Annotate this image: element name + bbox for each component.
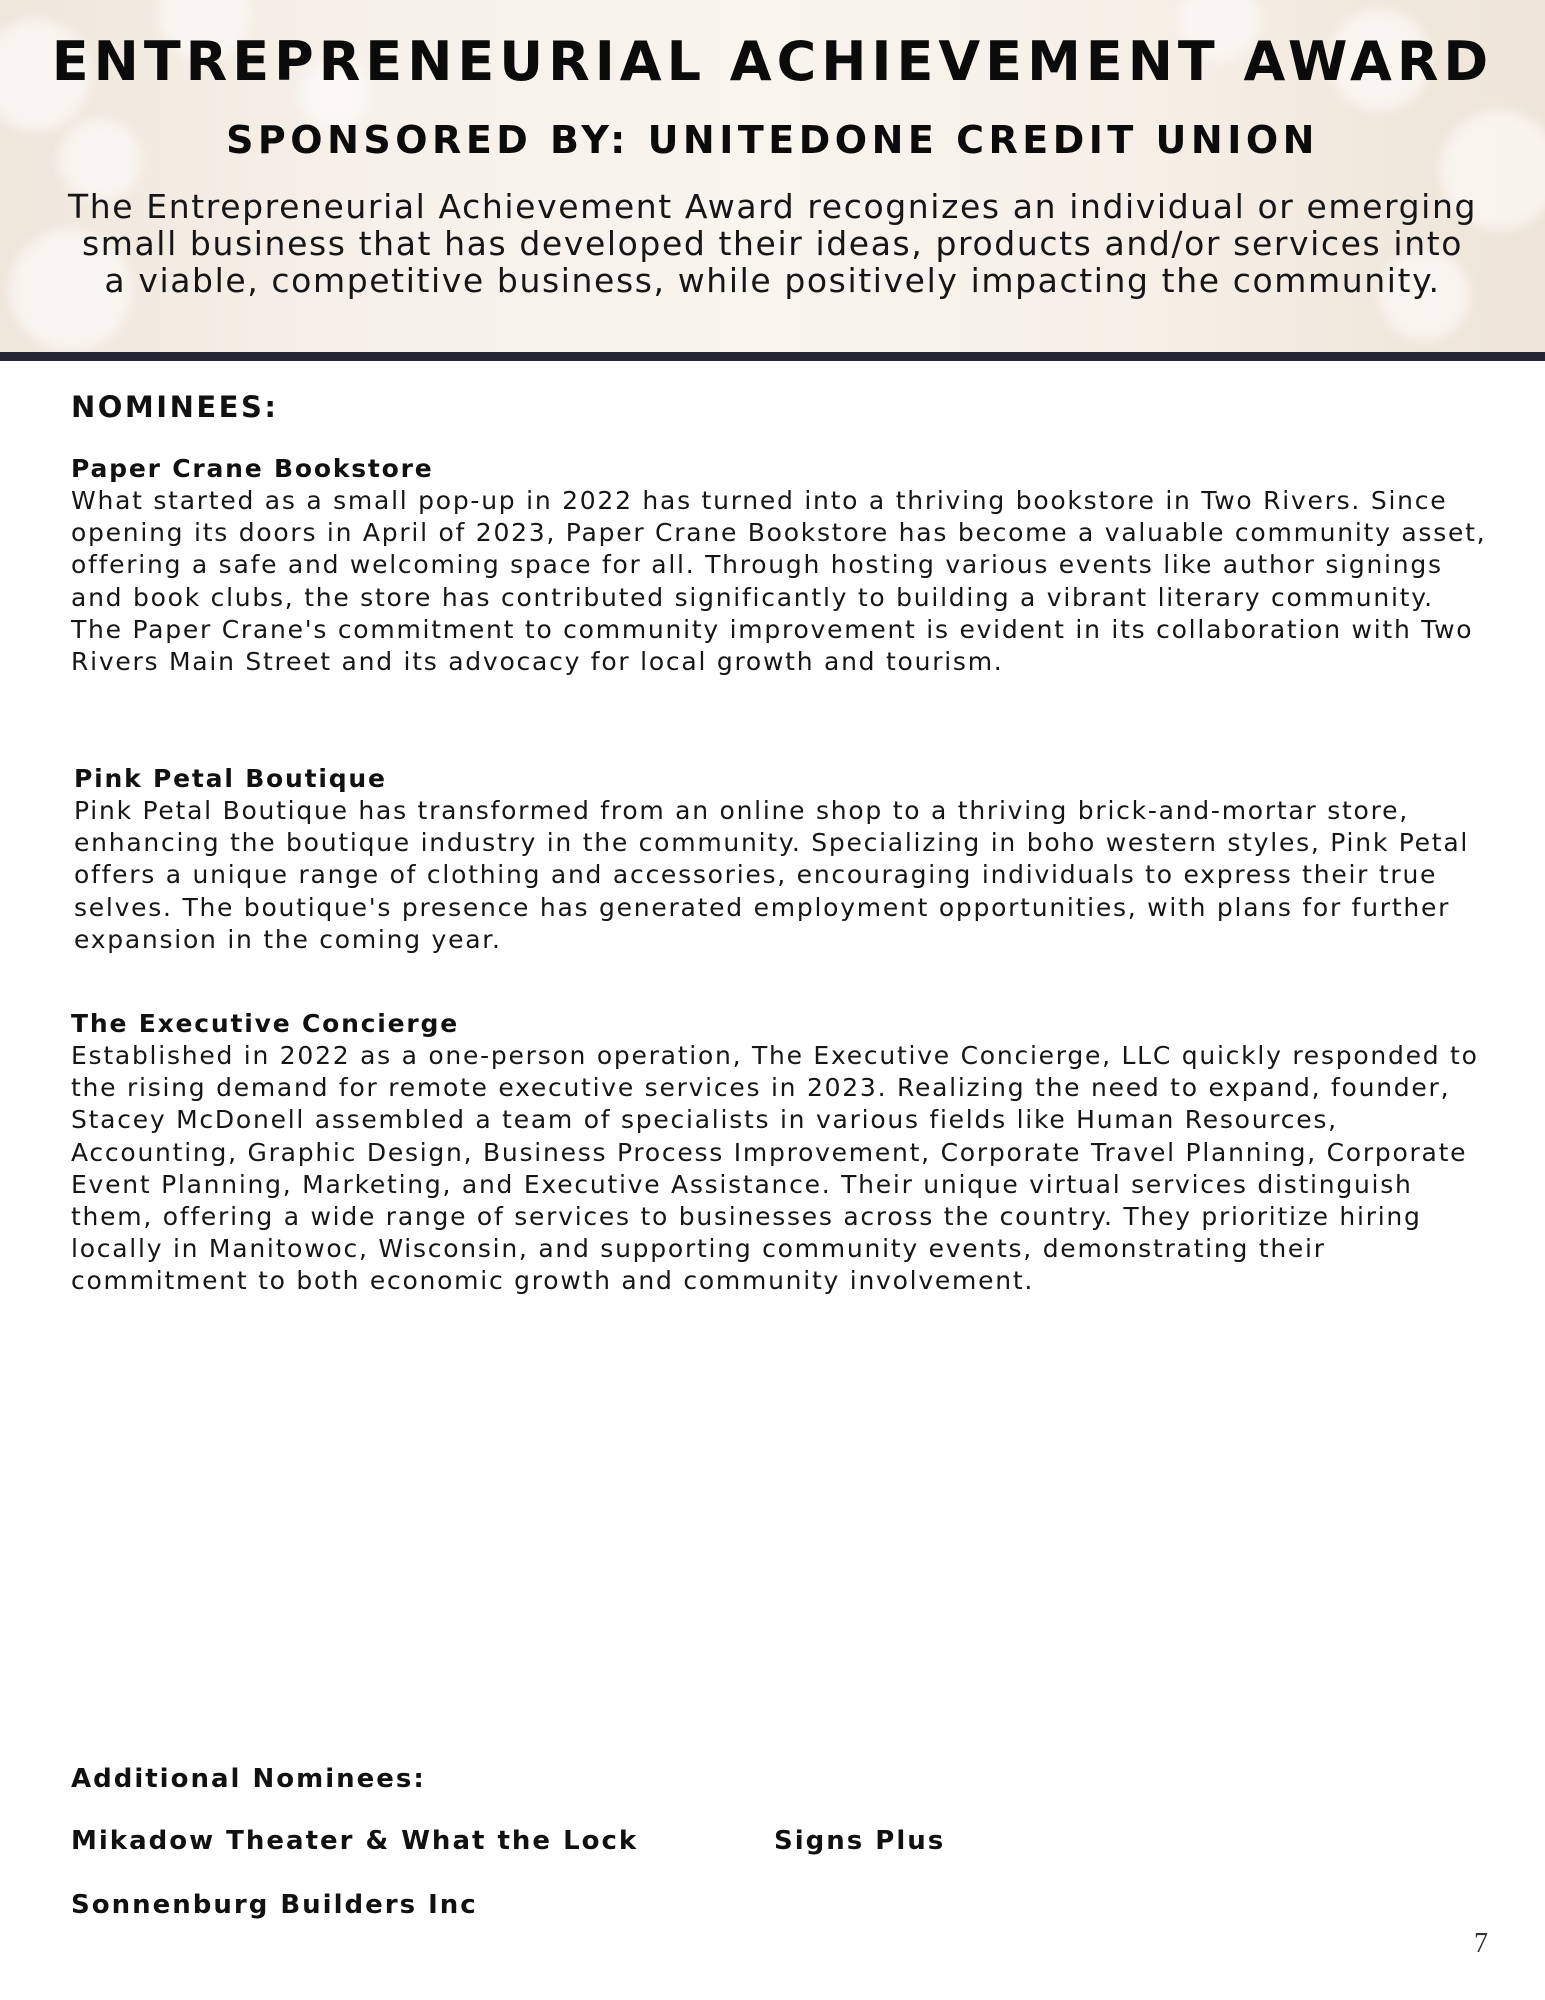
nominees-heading: NOMINEES: [71,390,279,424]
additional-nominee: Mikadow Theater & What the Lock [71,1826,639,1856]
nominee-description: What started as a small pop-up in 2022 has turned into a thriving bookstore in Two Rivers. Since opening its doors in April of 2023, Paper Crane Bookstore has become a valuable community asset, offering a safe and welcoming space for all. Through hosting various events like author signings and book clubs, the store has contributed significantly to building a vibrant literary community. The Paper Crane's commitment to community improvement is evident in its collaboration with Two Rivers Main Street and its advocacy for local growth and tourism. [71,486,1487,677]
additional-nominees-heading: Additional Nominees: [71,1764,426,1794]
page-number: 7 [1474,1928,1488,1959]
sponsor-line: SPONSORED BY: UNITEDONE CREDIT UNION [226,118,1319,162]
nominee-entry [71,1007,1491,1298]
nominee-entry [74,762,1494,956]
additional-nominee: Sonnenburg Builders Inc [71,1890,478,1920]
nominee-description: Pink Petal Boutique has transformed from an online shop to a thriving brick-and-mortar store, enhancing the boutique industry in the community. Specializing in boho western styles, Pink Petal offers a unique range of clothing and accessories, encouraging individuals to express their true selves. The boutique's presence has generated employment opportunities, with plans for further expansion in the coming year. [74,796,1470,954]
nominee-name: Paper Crane Bookstore [71,454,434,483]
nominee-description: Established in 2022 as a one-person operation, The Executive Concierge, LLC quickly responded to the rising demand for remote executive services in 2023. Realizing the need to expand, founder, Stacey McDonell assembled a team of specialists in various fields like Human Resources, Accounting, Graphic Design, Business Process Improvement, Corporate Travel Planning, Corporate Event Planning, Marketing, and Executive Assistance. Their unique virtual services distinguish them, offering a wide range of services to businesses across the country. They prioritize hiring locally in Manitowoc, Wisconsin, and supporting community events, demonstrating their commitment to both economic growth and community involvement. [71,1041,1479,1296]
header-divider [0,352,1545,361]
award-title: ENTREPRENEURIAL ACHIEVEMENT AWARD [51,30,1494,93]
nominee-name: The Executive Concierge [71,1009,460,1038]
nominee-name: Pink Petal Boutique [74,764,387,793]
nominee-entry [71,452,1491,678]
award-description: The Entrepreneurial Achievement Award recognizes an individual or emerging small business that has developed their ideas, products and/or services into a viable, competitive business, while positively impacting the community. [67,187,1478,300]
header-banner [0,0,1545,352]
additional-nominee: Signs Plus [774,1826,946,1856]
